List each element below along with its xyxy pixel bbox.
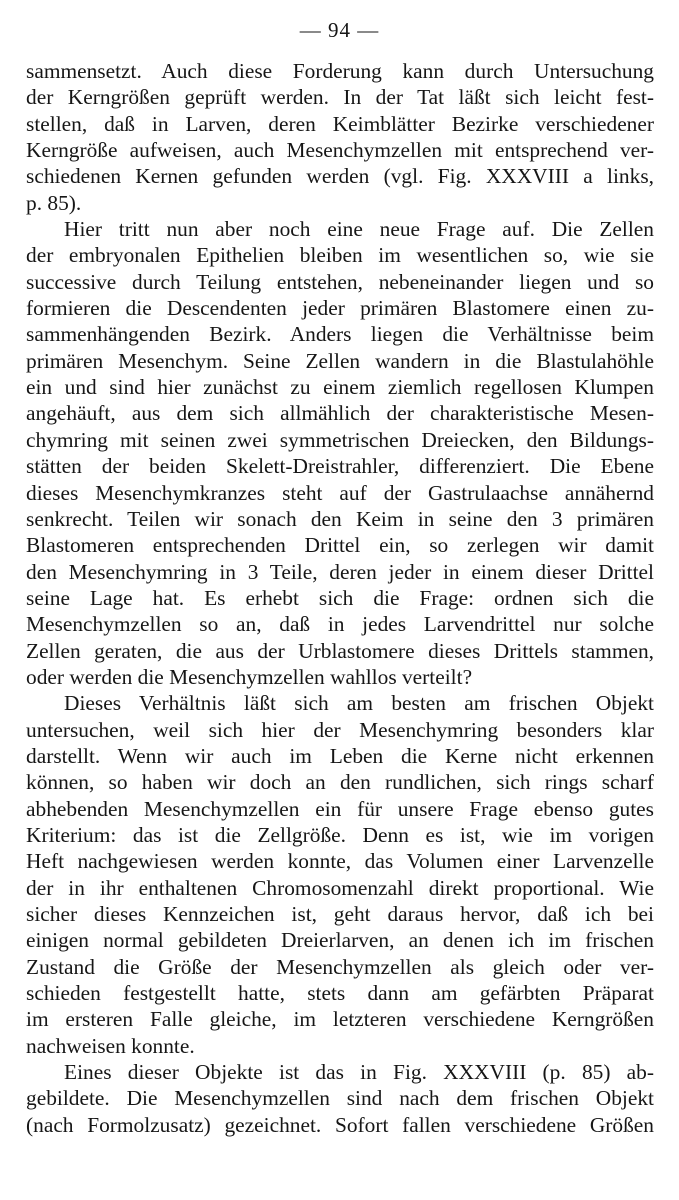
- text-line: im ersteren Falle gleiche, im letzteren verschiedene Kerngrößen: [26, 1007, 654, 1032]
- text-line: darstellt. Wenn wir auch im Leben die Kerne nicht erkennen: [26, 743, 654, 768]
- page-number: — 94 —: [299, 18, 380, 42]
- text-line: der Kerngrößen geprüft werden. In der Tat läßt sich leicht fest-: [26, 85, 654, 110]
- text-line: formieren die Descendenten jeder primären Blastomere einen zu-: [26, 296, 654, 321]
- text-line: Hier tritt nun aber noch eine neue Frage auf. Die Zellen: [64, 217, 654, 242]
- text-line: Dieses Verhältnis läßt sich am besten am frischen Objekt: [64, 691, 654, 716]
- text-line: Kerngröße aufweisen, auch Mesenchymzellen mit entsprechend ver-: [26, 138, 654, 163]
- text-line: den Mesenchymring in 3 Teile, deren jeder in einem dieser Drittel: [26, 559, 654, 584]
- text-line: sammensetzt. Auch diese Forderung kann durch Untersuchung: [26, 59, 654, 83]
- text-line: dieses Mesenchymkranzes steht auf der Gastrulaachse annähernd: [26, 480, 654, 505]
- text-line: der embryonalen Epithelien bleiben im wesentlichen so, wie sie: [26, 243, 654, 268]
- text-line: Zellen geraten, die aus der Urblastomere dieses Drittels stammen,: [26, 638, 654, 663]
- text-line: ein und sind hier zunächst zu einem ziemlich regellosen Klumpen: [26, 375, 654, 400]
- paragraph-1: [26, 58, 654, 216]
- text-line: können, so haben wir doch an den rundlichen, sich rings scharf: [26, 770, 654, 795]
- text-line: senkrecht. Teilen wir sonach den Keim in seine den 3 primären: [26, 506, 654, 531]
- text-line: seine Lage hat. Es erhebt sich die Frage: ordnen sich die: [26, 585, 654, 610]
- text-line: Kriterium: das ist die Zellgröße. Denn es ist, wie im vorigen: [26, 822, 654, 847]
- text-line: einigen normal gebildeten Dreierlarven, an denen ich im frischen: [26, 928, 654, 953]
- text-line: untersuchen, weil sich hier der Mesenchymring besonders klar: [26, 717, 654, 742]
- text-line: nachweisen konnte.: [26, 1033, 195, 1058]
- text-line: Eines dieser Objekte ist das in Fig. XXXVIII (p. 85) ab-: [64, 1060, 654, 1085]
- text-line: oder werden die Mesenchymzellen wahllos verteilt?: [26, 664, 473, 689]
- text-line: Zustand die Größe der Mesenchymzellen als gleich oder ver-: [26, 954, 654, 979]
- paragraph-2: [26, 216, 654, 690]
- text-line: Heft nachgewiesen werden konnte, das Volumen einer Larvenzelle: [26, 849, 654, 874]
- text-line: Mesenchymzellen so an, daß in jedes Larvendrittel nur solche: [26, 612, 654, 637]
- text-line: sammenhängenden Bezirk. Anders liegen die Verhältnisse beim: [26, 322, 654, 347]
- text-line: chymring mit seinen zwei symmetrischen Dreiecken, den Bildungs-: [26, 427, 654, 452]
- text-line: stellen, daß in Larven, deren Keimblätter Bezirke verschiedener: [26, 111, 654, 136]
- text-line: der in ihr enthaltenen Chromosomenzahl direkt proportional. Wie: [26, 875, 654, 900]
- text-line: angehäuft, aus dem sich allmählich der charakteristische Mesen-: [26, 401, 654, 426]
- text-line: gebildete. Die Mesenchymzellen sind nach dem frischen Objekt: [26, 1086, 654, 1111]
- paragraph-3: [26, 690, 654, 1059]
- paragraph-4: [26, 1059, 654, 1138]
- text-line: (nach Formolzusatz) gezeichnet. Sofort fallen verschiedene Größen: [26, 1112, 654, 1137]
- text-line: primären Mesenchym. Seine Zellen wandern in die Blastulahöhle: [26, 348, 654, 373]
- text-line: p. 85).: [26, 190, 82, 215]
- text-line: sicher dieses Kennzeichen ist, geht daraus hervor, daß ich bei: [26, 902, 654, 926]
- text-line: successive durch Teilung entstehen, nebeneinander liegen und so: [26, 269, 654, 294]
- text-line: stätten der beiden Skelett-Dreistrahler, differenziert. Die Ebene: [26, 454, 654, 479]
- text-line: Blastomeren entsprechenden Drittel ein, so zerlegen wir damit: [26, 533, 654, 558]
- text-line: abhebenden Mesenchymzellen ein für unsere Frage ebenso gutes: [26, 796, 654, 821]
- body-text: [26, 58, 654, 1138]
- text-line: schiedenen Kernen gefunden werden (vgl. Fig. XXXVIII a links,: [26, 164, 654, 189]
- text-line: schieden festgestellt hatte, stets dann am gefärbten Präparat: [26, 981, 654, 1006]
